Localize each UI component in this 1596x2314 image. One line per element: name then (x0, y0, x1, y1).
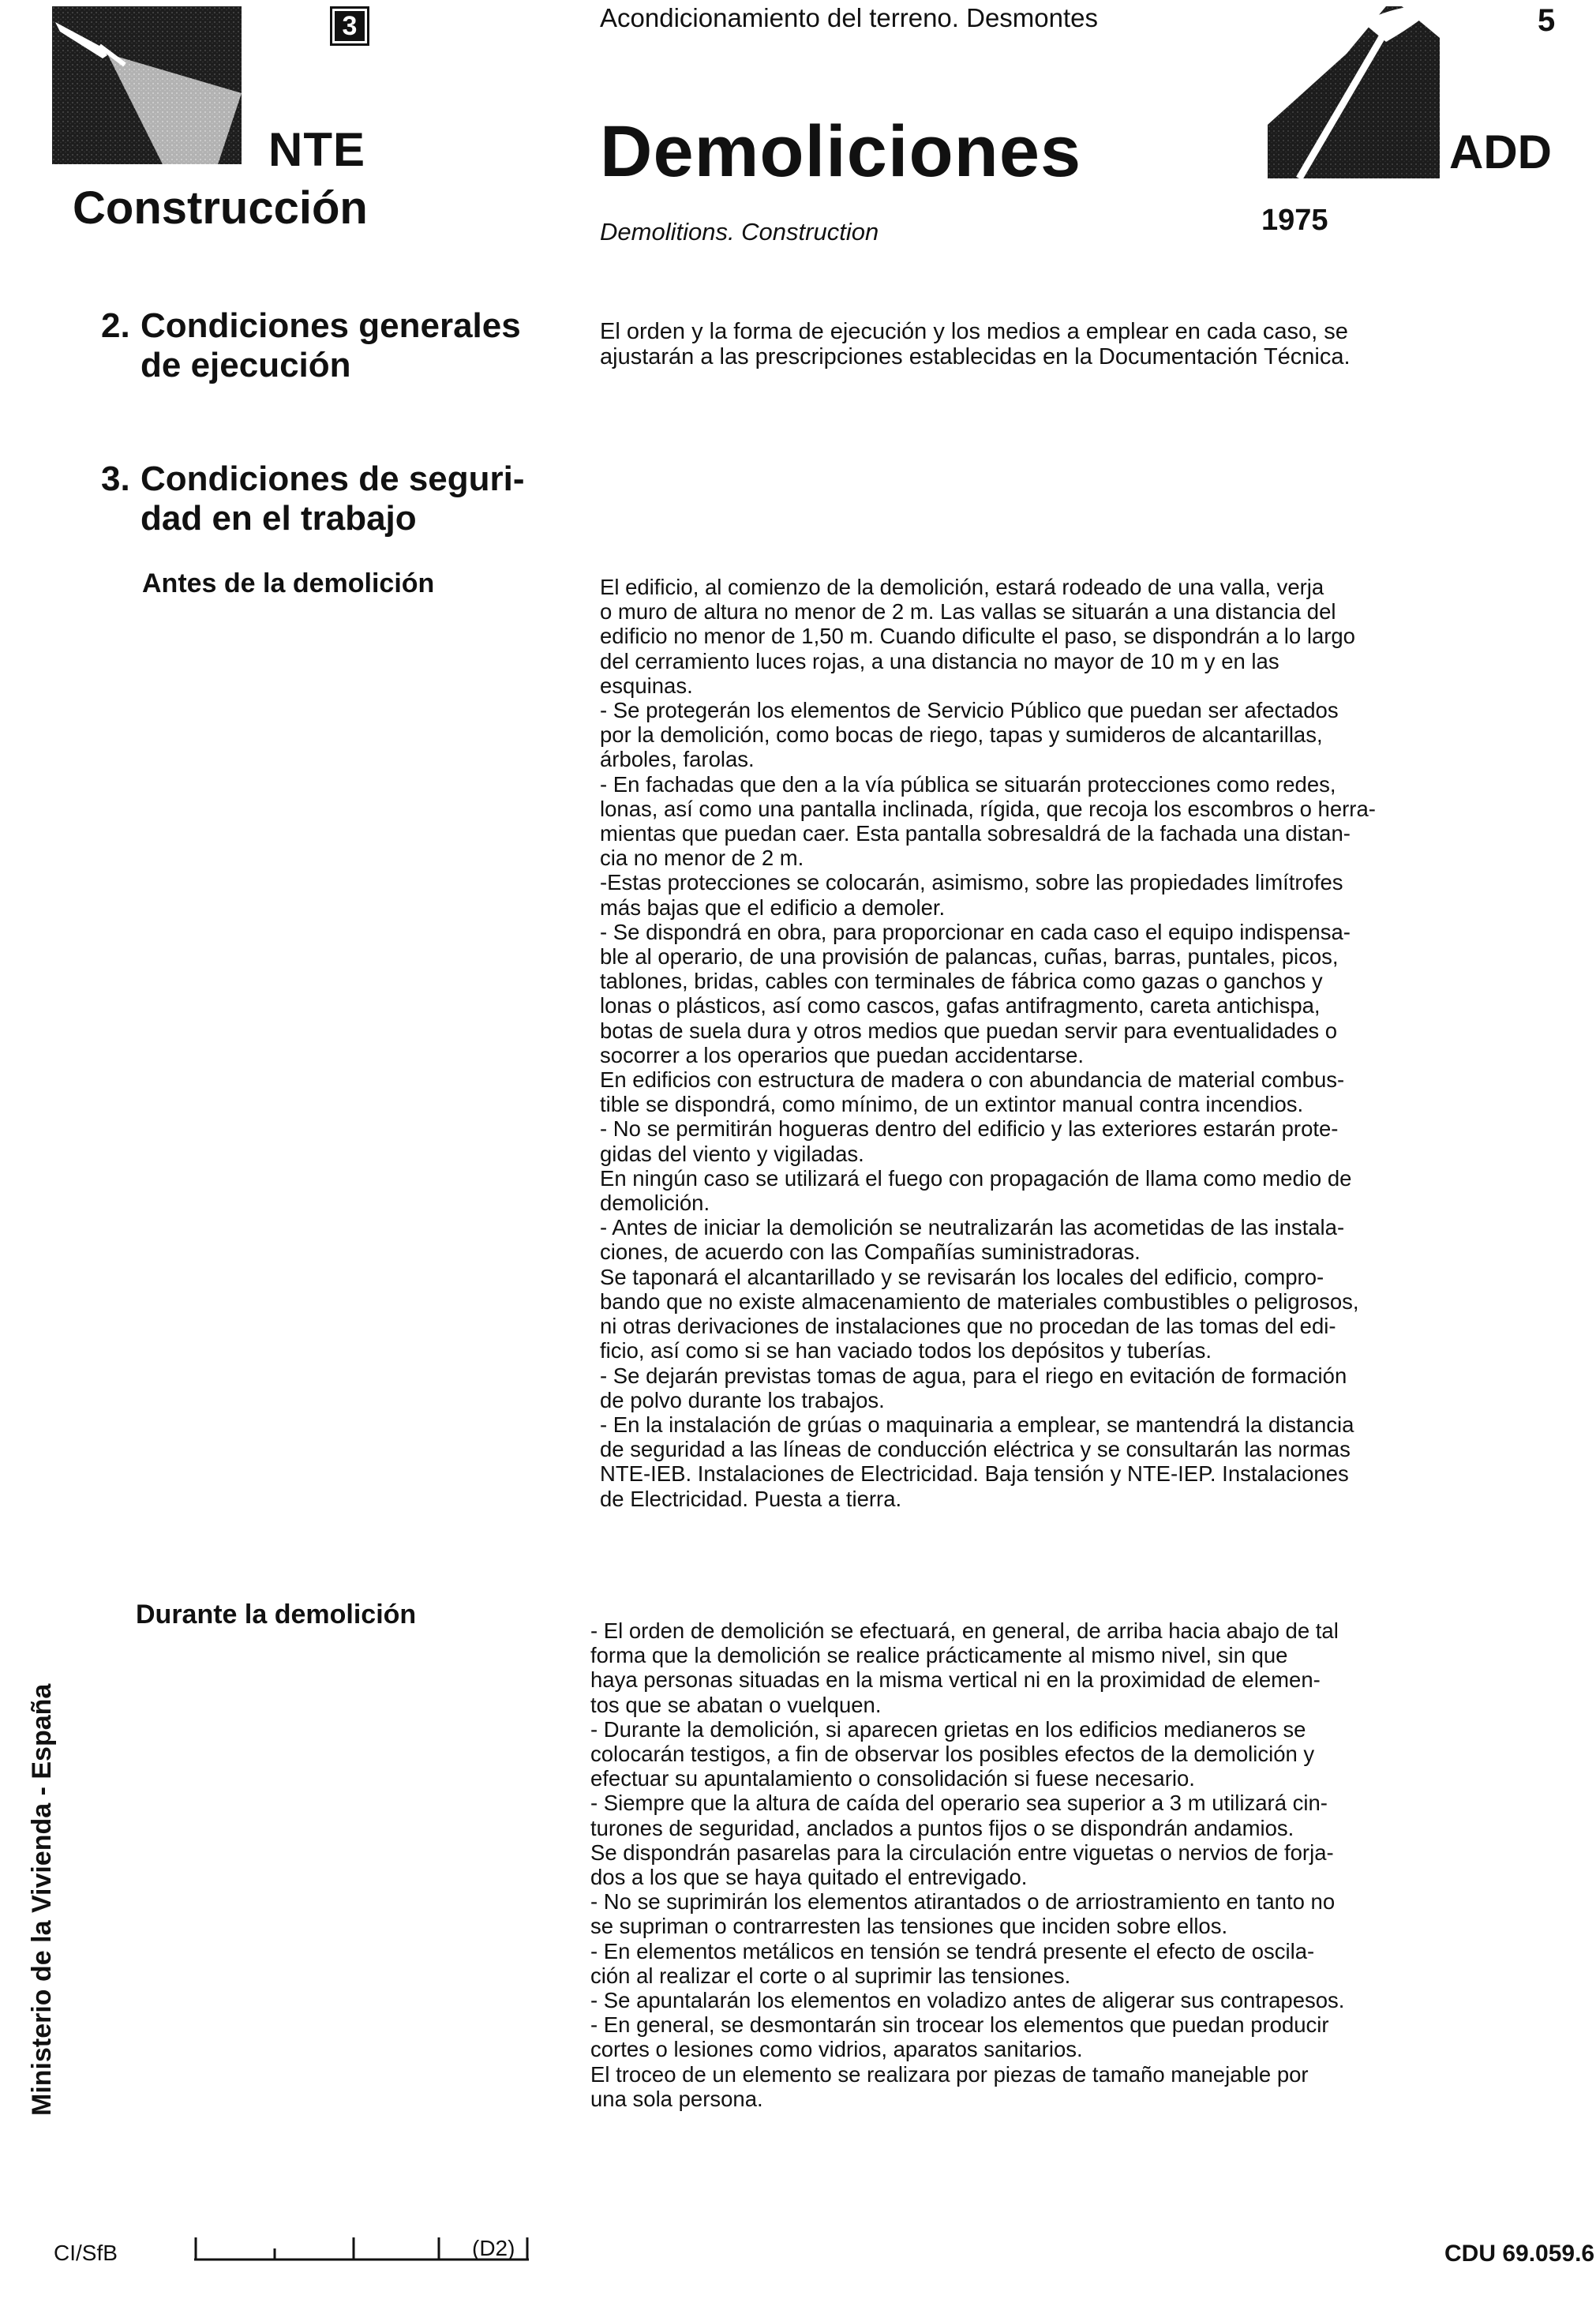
text-line: En ningún caso se utilizará el fuego con propagación de llama como medio de (600, 1165, 1352, 1191)
text-line: forma que la demolición se realice prácticamente al mismo nivel, sin que (590, 1643, 1288, 1668)
text-line: - Siempre que la altura de caída del operario sea superior a 3 m utilizará cin- (590, 1791, 1328, 1816)
text-line: - En elementos metálicos en tensión se tendrá presente el efecto de oscila- (590, 1938, 1315, 1963)
subsection-heading-antes: Antes de la demolición (142, 568, 435, 598)
trowel-icon (52, 6, 242, 164)
text-line: demolición. (600, 1191, 710, 1216)
text-line: Se taponará el alcantarillado y se revisarán los locales del edificio, compro- (600, 1264, 1324, 1289)
section-number: 3. (101, 459, 130, 498)
text-line: bando que no existe almacenamiento de materiales combustibles o peligrosos, (600, 1288, 1359, 1314)
text-line: El edificio, al comienzo de la demolición, estará rodeado de una valla, verja (600, 575, 1324, 599)
text-line: lonas, así como una pantalla inclinada, rígida, que recoja los escombros o herra- (600, 796, 1376, 821)
page-subtitle: Acondicionamiento del terreno. Desmontes (600, 3, 1099, 32)
english-title: Demolitions. Construction (600, 218, 879, 246)
heading-line: Condiciones generales (140, 306, 521, 345)
text-line: de Electricidad. Puesta a tierra. (600, 1486, 902, 1511)
text-line: cia no menor de 2 m. (600, 846, 804, 871)
heading-line: Condiciones de seguri- (140, 459, 525, 498)
text-line: Se dispondrán pasarelas para la circulación entre viguetas o nervios de forja- (590, 1840, 1334, 1865)
cisfb-classification-box (193, 2231, 530, 2263)
text-line: cortes o lesiones como vidrios, aparatos sanitarios. (590, 2037, 1083, 2062)
cisfb-code: (D2) (472, 2236, 515, 2260)
text-line: - Durante la demolición, si aparecen grietas en los edificios medianeros se (590, 1716, 1306, 1742)
heading-line: de ejecución (140, 346, 351, 384)
text-line: una sola persona. (590, 2086, 763, 2111)
cisfb-label: CI/SfB (54, 2241, 118, 2265)
text-line: de seguridad a las líneas de conducción eléctrica y se consultarán las normas (600, 1437, 1351, 1462)
text-line: - Se apuntalarán los elementos en voladizo antes de aligerar sus contrapesos. (590, 1988, 1345, 2013)
text-line: del cerramiento luces rojas, a una distancia no mayor de 10 m y en las (600, 648, 1279, 673)
text-line: -Estas protecciones se colocarán, asimismo, sobre las propiedades limítrofes (600, 870, 1343, 895)
section-number: 2. (101, 306, 130, 345)
text-line: El orden y la forma de ejecución y los medios a emplear en cada caso, se (600, 319, 1348, 344)
section-3-heading (101, 459, 525, 538)
text-line: ficio, así como si se han vaciado todos los depósitos y tuberías. (600, 1338, 1212, 1363)
text-line: mientas que puedan caer. Esta pantalla sobresaldrá de la fachada una distan- (600, 821, 1351, 846)
text-line: El troceo de un elemento se realizara por piezas de tamaño manejable por (590, 2061, 1309, 2087)
code-add: ADD (1449, 126, 1552, 178)
heading-line: dad en el trabajo (140, 499, 417, 538)
text-line: - No se permitirán hogueras dentro del edificio y las exteriores estarán prote- (600, 1116, 1339, 1142)
text-line: ción al realizar el corte o al suprimir las tensiones. (590, 1963, 1071, 1988)
sheet-number: 5 (1538, 3, 1556, 38)
text-line: edificio no menor de 1,50 m. Cuando dificulte el paso, se dispondrán a lo largo (600, 624, 1355, 649)
text-line: por la demolición, como bocas de riego, tapas y sumideros de alcantarillas, (600, 722, 1323, 748)
text-line: colocarán testigos, a fin de observar los posibles efectos de la demolición y (590, 1742, 1315, 1767)
year-label: 1975 (1261, 204, 1328, 237)
text-line: o muro de altura no menor de 2 m. Las vallas se situarán a una distancia del (600, 599, 1336, 624)
text-line: - En fachadas que den a la vía pública se situarán protecciones como redes, (600, 771, 1336, 797)
text-line: ni otras derivaciones de instalaciones que no procedan de las tomas del edi- (600, 1314, 1336, 1339)
text-line: árboles, farolas. (600, 747, 755, 772)
text-line: esquinas. (600, 673, 693, 698)
text-line: tos que se abatan o vuelquen. (590, 1692, 882, 1717)
ministerio-label: Ministerio de la Vivienda - España (27, 1683, 57, 2116)
text-line: de polvo durante los trabajos. (600, 1387, 885, 1412)
text-line: - No se suprimirán los elementos atirantados o de arriostramiento en tanto no (590, 1889, 1336, 1915)
cdu-label: CDU 69.059.6 (1444, 2241, 1595, 2267)
text-line: lonas o plásticos, así como cascos, gafas antifragmento, careta antichispa, (600, 993, 1321, 1018)
text-line: tablones, bridas, cables con terminales de fábrica como gazas o ganchos y (600, 969, 1323, 994)
section-2-text (600, 319, 1563, 369)
chapter-badge: 3 (330, 6, 369, 46)
text-line: - En general, se desmontarán sin trocear los elementos que puedan producir (590, 2012, 1329, 2038)
subsection-heading-durante: Durante la demolición (136, 1600, 417, 1630)
trowel-logo (52, 6, 242, 164)
text-line: - En la instalación de grúas o maquinaria a emplear, se mantendrá la distancia (600, 1412, 1354, 1437)
text-line: - El orden de demolición se efectuará, en general, de arriba hacia abajo de tal (590, 1618, 1339, 1643)
text-line: - Antes de iniciar la demolición se neutralizarán las acometidas de las instala- (600, 1215, 1345, 1240)
text-line: ajustarán a las prescripciones establecidas en la Documentación Técnica. (600, 344, 1351, 369)
text-line: dos a los que se haya quitado el entrevigado. (590, 1865, 1028, 1890)
text-line: - Se protegerán los elementos de Servicio Público que puedan ser afectados (600, 698, 1339, 723)
text-line: En edificios con estructura de madera o con abundancia de material combus- (600, 1067, 1345, 1093)
subsection-text-antes (600, 575, 1563, 1511)
text-line: socorrer a los operarios que puedan accidentarse. (600, 1042, 1085, 1067)
text-line: - Se dejarán previstas tomas de agua, para el riego en evitación de formación (600, 1363, 1347, 1388)
text-line: efectuar su apuntalamiento o consolidación si fuese necesario. (590, 1766, 1195, 1791)
text-line: más bajas que el edificio a demoler. (600, 894, 946, 920)
text-line: ciones, de acuerdo con las Compañías suministradoras. (600, 1240, 1141, 1265)
text-line: ble al operario, de una provisión de palancas, cuñas, barras, puntales, picos, (600, 944, 1339, 969)
construccion-label: Construcción (73, 182, 368, 234)
subsection-text-durante (590, 1618, 1563, 2111)
nte-label: NTE (268, 123, 365, 176)
text-line: haya personas situadas en la misma vertical ni en la proximidad de elemen- (590, 1667, 1321, 1693)
text-line: tible se dispondrá, como mínimo, de un extintor manual contra incendios. (600, 1092, 1304, 1117)
section-2-heading (101, 306, 521, 385)
text-line: NTE-IEB. Instalaciones de Electricidad. Baja tensión y NTE-IEP. Instalaciones (600, 1461, 1349, 1487)
text-line: turones de seguridad, anclados a puntos fijos o se dispondrán andamios. (590, 1815, 1294, 1840)
text-line: gidas del viento y vigiladas. (600, 1141, 864, 1166)
text-line: - Se dispondrá en obra, para proporcionar en cada caso el equipo indispensa- (600, 919, 1351, 944)
pickaxe-logo (1268, 6, 1440, 178)
text-line: botas de suela dura y otros medios que puedan servir para eventualidades o (600, 1018, 1338, 1043)
text-line: se supriman o contrarresten las tensiones que inciden sobre ellos. (590, 1914, 1228, 1939)
page-title: Demoliciones (600, 111, 1082, 192)
pickaxe-icon (1268, 6, 1440, 178)
